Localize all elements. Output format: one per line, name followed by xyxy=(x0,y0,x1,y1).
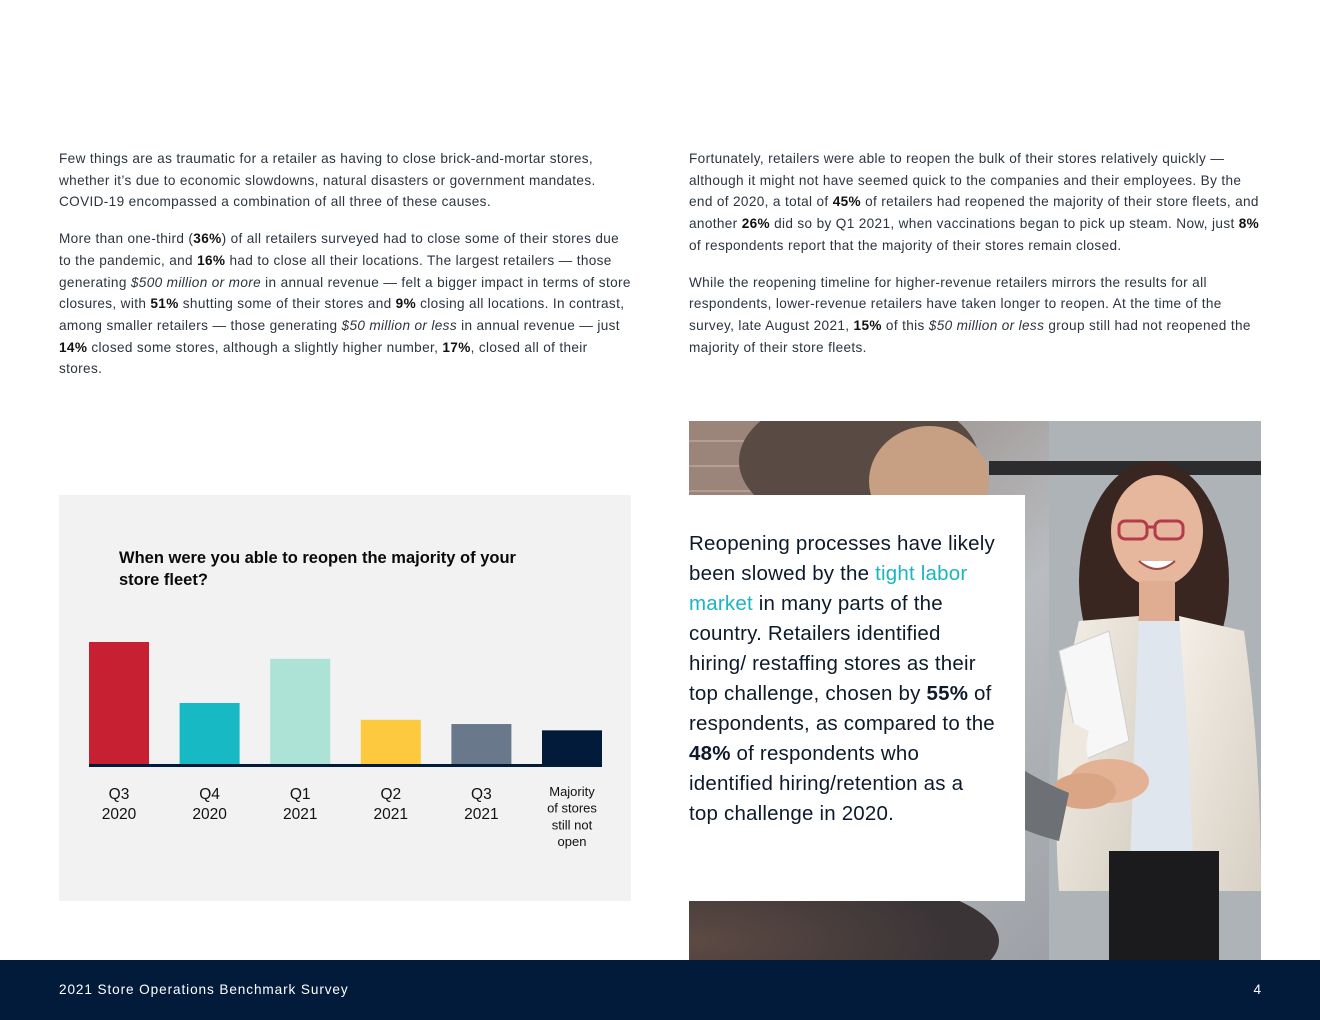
category-label-4: Q3 2021 xyxy=(464,786,499,823)
stat-26: 26% xyxy=(741,216,770,232)
category-label-1: Q4 2020 xyxy=(192,786,227,823)
callout-box xyxy=(689,495,1025,901)
stat-51: 51% xyxy=(150,296,179,312)
bar-2 xyxy=(270,659,330,764)
bar-5 xyxy=(542,730,602,764)
bar-0 xyxy=(89,642,149,764)
chart-panel xyxy=(59,495,631,901)
stat-55: 55% xyxy=(926,682,969,705)
stat-16: 16% xyxy=(197,252,226,268)
stat-15: 15% xyxy=(853,317,882,333)
category-label-2: Q1 2021 xyxy=(282,786,318,823)
bar-3 xyxy=(361,720,421,764)
footer-title: 2021 Store Operations Benchmark Survey xyxy=(59,982,349,997)
chart-title: When were you able to reopen the majority of your store fleet? xyxy=(119,549,516,589)
intro-paragraph: Few things are as traumatic for a retailer as having to close brick-and-mortar stores, whether it’s due to economic slowdowns, natural disasters or government mandates. COVID-19 encompassed a combination of all three of these causes. xyxy=(59,151,596,210)
right-column xyxy=(689,148,1261,373)
stat-48: 48% xyxy=(689,742,731,765)
page-number: 4 xyxy=(1253,982,1261,997)
left-column xyxy=(59,148,631,395)
closures-paragraph: More than one-third (36%) of all retailers surveyed had to close some of their stores due to the pandemic, and 16% had to close all their locations. The largest retailers — those generating $500 million or more in annual revenue — felt a bigger impact in terms of store closures, with 51% shutting some of their stores and 9% closing all locations. In contrast, among smaller retailers — those generating $50 million or less in annual revenue — just 14% closed some stores, although a slightly higher number, 17%, closed all of their stores. xyxy=(59,231,631,377)
stat-8: 8% xyxy=(1238,216,1260,232)
timeline-paragraph: While the reopening timeline for higher-revenue retailers mirrors the results for all respondents, lower-revenue retailers have taken longer to reopen. At the time of the survey, late August 2021, 15% of this $50 million or less group still had not reopened the majority of their store fleets. xyxy=(689,274,1251,355)
stat-17: 17% xyxy=(442,339,471,355)
stat-9: 9% xyxy=(395,296,417,312)
bar-chart xyxy=(59,495,631,901)
stat-14: 14% xyxy=(59,339,88,355)
tight-labor-market-link[interactable]: tight labor market xyxy=(689,562,968,615)
bar-4 xyxy=(451,724,511,764)
footer xyxy=(0,960,1320,1020)
category-label-3: Q2 2021 xyxy=(373,786,409,823)
stat-36: 36% xyxy=(193,231,222,247)
bar-1 xyxy=(180,703,240,764)
reopening-paragraph: Fortunately, retailers were able to reopen the bulk of their stores relatively quickly — although it might not have seemed quick to the companies and their employees. By the end of 2020, a total of 45% of retailers had reopened the majority of their store fleets, and another 26% did so by Q1 2021, when vaccinations began to pick up steam. Now, just 8% of respondents report that the majority of their stores remain closed. xyxy=(689,151,1260,253)
stat-45: 45% xyxy=(832,194,861,210)
category-label-5: Majority of stores still not open xyxy=(547,784,597,850)
callout-text: Reopening processes have likely been slowed by the tight labor market in many parts of the country. Retailers identified hiring/ restaffing stores as their top challenge, chosen by 55% of respondents, as compared to the 48% of respondents who identified hiring/retention as a top challenge in 2020. xyxy=(689,532,995,825)
category-label-0: Q3 2020 xyxy=(101,786,137,823)
